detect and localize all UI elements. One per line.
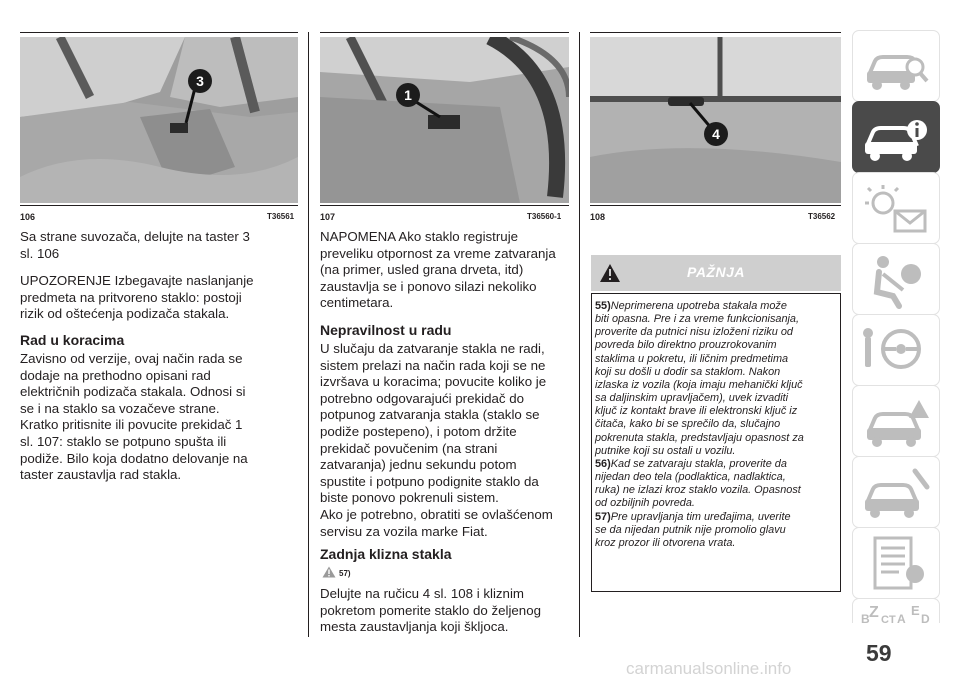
figure-106-rule xyxy=(20,205,298,206)
col2-paragraph-3: Ako je potrebno, obratiti se ovlašćenom servisu za vozila marke Fiat. xyxy=(320,507,553,539)
figure-106-number: 106 xyxy=(20,212,36,222)
col2-paragraph-4: Delujte na ručicu 4 sl. 108 i kliznim pokretom pomerite staklo do željenog mesta zaustavljanja koji škljoca. xyxy=(320,586,541,635)
index-letter-b: B xyxy=(861,612,870,623)
page-number: 59 xyxy=(866,640,892,666)
col1-paragraph-2: UPOZORENJE Izbegavajte naslanjanje predmeta na pritvoreno staklo: postoji rizik od oštećenja podizača stakala. xyxy=(20,273,254,322)
index-letter-e: E xyxy=(911,603,920,618)
col1-paragraph-3: Zavisno od verzije, ovaj način rada se dodaje na prethodno opisani rad električnih podizača stakala. Odnosi si se i na staklo sa vozačeve strane. Kratko pritisnite ili povucite prekidač 1 sl. 107: staklo se potpuno spušta ili podiže. Bilo koja dodatno delovanje na taster zaustavlja rad stakla. xyxy=(20,351,248,483)
col1-paragraph-1: Sa strane suvozača, delujte na taster 3 sl. 106 xyxy=(20,229,250,261)
warning-title: PAŽNJA xyxy=(687,264,745,280)
index-letter-t: T xyxy=(889,614,896,623)
col2-heading-zadnja-klizna-stakla: Zadnja klizna stakla xyxy=(320,546,452,562)
index-letter-d: D xyxy=(921,612,930,623)
car-emergency-icon[interactable] xyxy=(852,385,940,457)
steering-wheel-key-icon[interactable] xyxy=(852,314,940,386)
top-rule-col1 xyxy=(20,32,298,33)
car-info-icon[interactable] xyxy=(852,101,940,173)
col2-paragraph-napomena: NAPOMENA Ako staklo registruje preveliku otpornost za vreme zatvaranja (na primer, usled grana drveta, itd) zaustavlja se i ponovo silazi nekoliko centimetara. xyxy=(320,229,556,311)
figure-107-rule xyxy=(320,205,569,206)
figure-108-code: T36562 xyxy=(808,212,836,221)
technical-data-icon[interactable] xyxy=(852,527,940,599)
top-rule-col2 xyxy=(320,32,569,33)
figure-108-number: 108 xyxy=(590,212,606,222)
col2-heading-nepravilnost: Nepravilnost u radu xyxy=(320,322,452,338)
warning-note-55: 55)Neprimerena upotreba stakala može biti opasna. Pre i za vreme funkcionisanja, proverite da putnici nisu izloženi riziku od povreda bilo direktno prouzrokovanim staklima u pokretu, ili ličnim predmetima koji su došli u dodir sa staklom. Nakon izlaska iz vozila (koja imaju mehanički ključ sa daljinskim upravljačem), uvek izvaditi ključ iz kontakt brave ili elektronski ključ iz čitača, kako bi se sprečilo da, slučajno pokrenuta stakla, predstavljaju opasnost za putnike koji su ostali u vozilu. xyxy=(595,300,804,457)
figure-107-code: T36560-1 xyxy=(527,212,562,221)
figure-108-rule xyxy=(590,205,841,206)
figure-107-number: 107 xyxy=(320,212,336,222)
top-rule-col3 xyxy=(590,32,841,33)
warning-triangle-icon xyxy=(322,565,336,577)
figure-106-image xyxy=(20,37,298,203)
figure-106-code: T36561 xyxy=(267,212,295,221)
watermark: carmanualsonline.info xyxy=(626,659,792,678)
col2-paragraph-2: U slučaju da zatvaranje stakla ne radi, sistem prelazi na način rada koji se ne izvršava u koracima; povucite koliko je potrebno odgovarajući prekidač do potpunog zatvaranja stakla (staklo se podiže postepeno), i potom držite prekidač povučenim (na strani zatvaranja) jednu sekundu potom spustite i potpuno podignite staklo da biste ponovo pokrenuli sistem. xyxy=(320,341,547,506)
col1-heading-rad-u-koracima: Rad u koracima xyxy=(20,332,125,348)
figure-107-image xyxy=(320,37,569,203)
warning-header xyxy=(591,255,841,291)
car-maintenance-icon[interactable] xyxy=(852,456,940,528)
car-search-icon[interactable] xyxy=(852,30,940,102)
figure-108-image xyxy=(590,37,841,203)
warning-note-56: 56)Kad se zatvaraju stakla, proverite da nijedan deo tela (podlaktica, nadlaktica, ruka) ne izlazi kroz staklo vozila. Opasnost od ozbiljnih povreda. xyxy=(595,458,801,510)
figure-107-callout: 1 xyxy=(404,87,412,103)
warning-lights-message-icon[interactable] xyxy=(852,172,940,244)
airbag-seat-icon[interactable] xyxy=(852,243,940,315)
warning-note-57: 57)Pre upravljanja tim uređajima, uverite se da nijedan putnik nije promolio glavu kroz prozor ili otvorena vrata. xyxy=(595,511,791,550)
index-letter-c: C xyxy=(881,614,889,623)
figure-108-callout: 4 xyxy=(712,126,720,142)
figure-106-callout: 3 xyxy=(196,73,204,89)
alphabetical-index-icon[interactable] xyxy=(852,598,940,623)
column-separator-2 xyxy=(579,32,580,637)
index-letter-a: A xyxy=(897,612,906,623)
col2-warning-ref: 57) xyxy=(339,569,351,578)
index-letter-z: Z xyxy=(869,604,879,621)
column-separator-1 xyxy=(308,32,309,637)
